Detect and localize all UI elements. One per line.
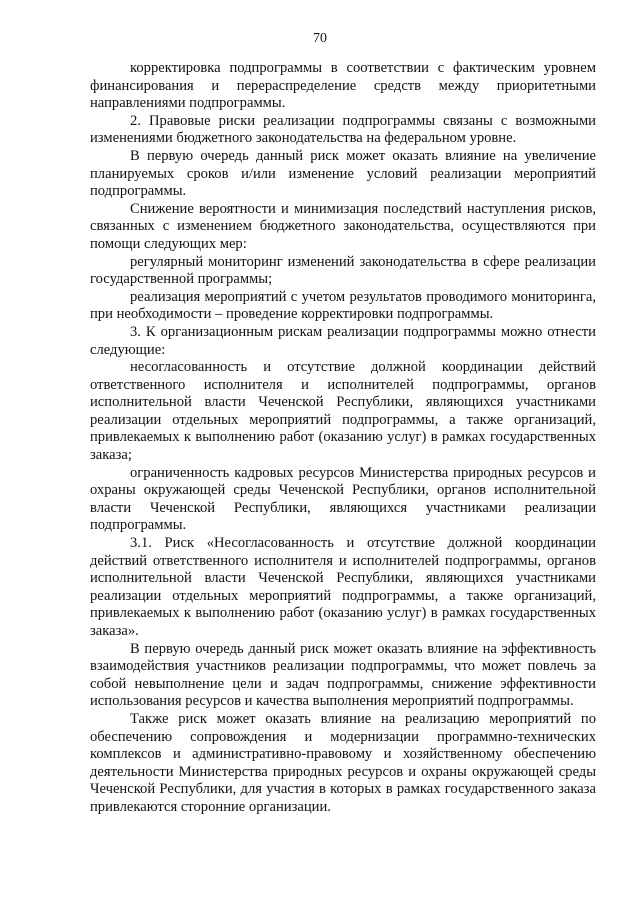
paragraph-legal-risks: 2. Правовые риски реализации подпрограммы связаны с возможными изменениями бюджетного законодательства на федеральном уровне. xyxy=(90,112,596,147)
paragraph-risk-3-1-impact: В первую очередь данный риск может оказать влияние на эффективность взаимодействия участников реализации подпрограммы, что может повлечь за собой невыполнение цели и задач подпрограммы, снижение эффективности использования ресурсов и качества выполнения мероприятий подпрограммы. xyxy=(90,640,596,710)
list-item-staff-resources: ограниченность кадровых ресурсов Министерства природных ресурсов и охраны окружающей среды Чеченской Республики, органов исполнительной власти Чеченской Республики, являющихся участниками реализации подпрограммы. xyxy=(90,464,596,534)
paragraph-continuation: корректировка подпрограммы в соответствии с фактическим уровнем финансирования и перераспределение средств между приоритетными направлениями подпрограммы. xyxy=(90,60,596,112)
paragraph-organizational-risks: 3. К организационным рискам реализации подпрограммы можно отнести следующие: xyxy=(90,323,596,358)
page-number: 70 xyxy=(313,31,327,46)
paragraph-risk-3-1: 3.1. Риск «Несогласованность и отсутствие должной координации действий ответственного исполнителя и исполнителей подпрограммы, органов исполнительной власти Чеченской Республики, являющихся участниками реализации отдельных мероприятий подпрограммы, а также организаций, привлекаемых к выполнению работ (оказанию услуг) в рамках государственных заказа». xyxy=(90,535,596,639)
list-item-monitoring: регулярный мониторинг изменений законодательства в сфере реализации государственной программы; xyxy=(90,253,596,288)
paragraph-risk-impact: В первую очередь данный риск может оказать влияние на увеличение планируемых сроков и/или изменение условий реализации мероприятий подпрограммы. xyxy=(90,147,596,200)
list-item-implementation: реализация мероприятий с учетом результатов проводимого мониторинга, при необходимости – проведение корректировки подпрограммы. xyxy=(90,288,596,323)
document-body xyxy=(90,60,596,817)
list-item-coordination: несогласованность и отсутствие должной координации действий ответственного исполнителя и исполнителей подпрограммы, органов исполнительной власти Чеченской Республики, являющихся участниками реализации отдельных мероприятий подпрограммы, а также организаций, привлекаемых к выполнению работ (оказанию услуг) в рамках государственных заказа; xyxy=(90,359,596,464)
paragraph-risk-3-1-additional: Также риск может оказать влияние на реализацию мероприятий по обеспечению сопровождения и модернизации программно-технических комплексов и административно-правовому и хозяйственному обеспечению деятельности Министерства природных ресурсов и охраны окружающей среды Чеченской Республики, для участия в которых в рамках государственного заказа привлекаются сторонние организации. xyxy=(90,710,596,815)
paragraph-risk-mitigation: Снижение вероятности и минимизация последствий наступления рисков, связанных с изменением бюджетного законодательства, осуществляются при помощи следующих мер: xyxy=(90,200,596,252)
